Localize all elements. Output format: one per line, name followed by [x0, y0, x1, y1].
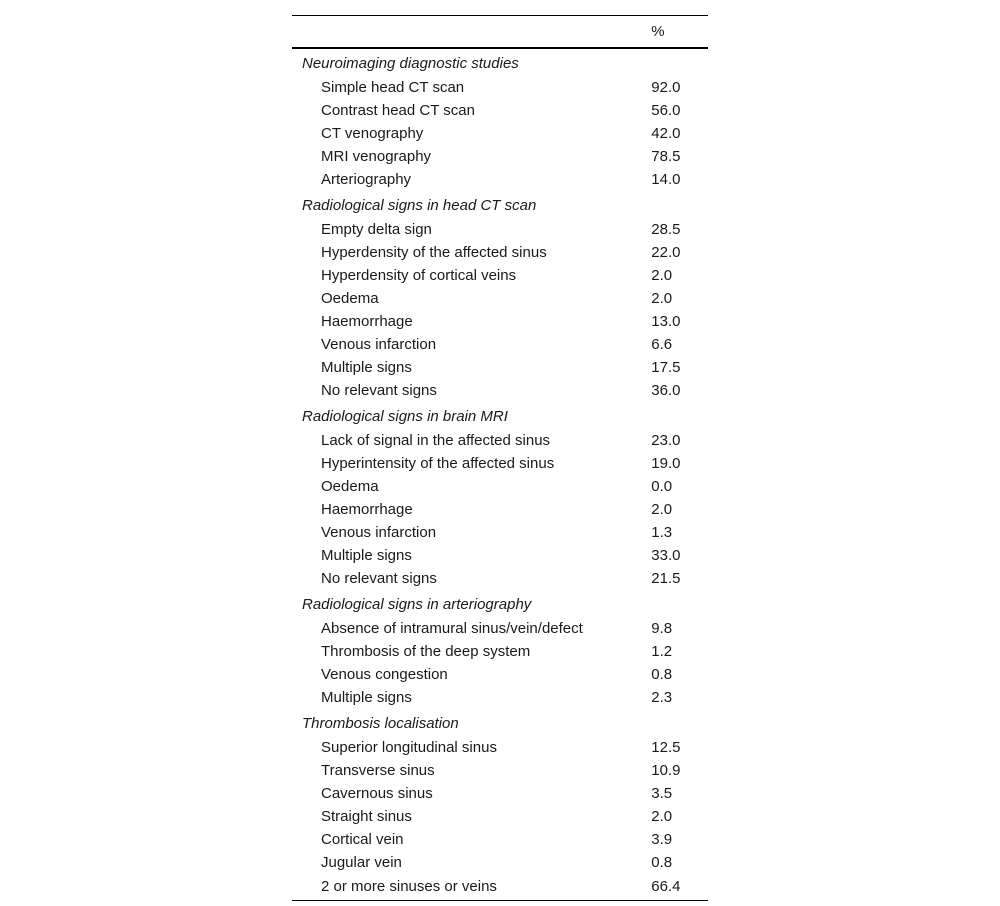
row-percent-value: 2.0	[651, 290, 673, 307]
row-label: Multiple signs	[321, 689, 412, 706]
section-empty-cell	[651, 590, 708, 617]
row-percent-value: 2.0	[651, 808, 673, 825]
row-percent-value: 36.0	[651, 382, 681, 399]
row-label: Cortical vein	[321, 831, 404, 848]
table-row	[292, 168, 708, 191]
results-table-container	[292, 15, 708, 901]
table-row	[292, 99, 708, 122]
row-label: Multiple signs	[321, 359, 412, 376]
row-label: No relevant signs	[321, 570, 437, 587]
section-header-row	[292, 48, 708, 76]
table-row	[292, 640, 708, 663]
header-row	[292, 16, 708, 49]
table-row	[292, 452, 708, 475]
row-percent-value: 1.2	[651, 643, 673, 660]
row-percent-value: 78.5	[651, 148, 681, 165]
row-percent-value: 42.0	[651, 125, 681, 142]
table-row	[292, 429, 708, 452]
row-label: Empty delta sign	[321, 221, 432, 238]
table-row	[292, 310, 708, 333]
results-table	[292, 15, 708, 901]
row-percent-value: 6.6	[651, 336, 673, 353]
table-row	[292, 805, 708, 828]
row-percent-value: 3.5	[651, 785, 673, 802]
row-percent-value: 92.0	[651, 79, 681, 96]
row-percent-value: 66.4	[651, 878, 681, 895]
row-percent-value: 14.0	[651, 171, 681, 188]
table-row	[292, 145, 708, 168]
table-row	[292, 333, 708, 356]
header-label-cell	[292, 16, 651, 49]
table-row	[292, 544, 708, 567]
row-percent-value: 28.5	[651, 221, 681, 238]
row-percent-value: 0.0	[651, 478, 673, 495]
row-percent-value: 9.8	[651, 620, 673, 637]
row-label: Transverse sinus	[321, 762, 435, 779]
row-label: Arteriography	[321, 171, 412, 188]
table-row	[292, 498, 708, 521]
table-row	[292, 218, 708, 241]
table-row	[292, 264, 708, 287]
table-row	[292, 379, 708, 402]
section-empty-cell	[651, 709, 708, 736]
section-header-row	[292, 709, 708, 736]
section-empty-cell	[651, 48, 708, 76]
row-percent-value: 13.0	[651, 313, 681, 330]
table-row	[292, 736, 708, 759]
section-title: Neuroimaging diagnostic studies	[302, 55, 519, 72]
table-row	[292, 686, 708, 709]
row-percent-value: 2.0	[651, 267, 673, 284]
row-percent-value: 23.0	[651, 432, 681, 449]
row-label: Oedema	[321, 478, 379, 495]
row-percent-value: 33.0	[651, 547, 681, 564]
table-row	[292, 475, 708, 498]
row-label: Venous infarction	[321, 524, 437, 541]
row-percent-value: 0.8	[651, 666, 673, 683]
row-label: Hyperdensity of cortical veins	[321, 267, 517, 284]
row-percent-value: 10.9	[651, 762, 681, 779]
table-row	[292, 567, 708, 590]
row-label: Venous congestion	[321, 666, 448, 683]
row-label: Thrombosis of the deep system	[321, 643, 531, 660]
row-label: Straight sinus	[321, 808, 412, 825]
table-row	[292, 874, 708, 901]
row-percent-value: 1.3	[651, 524, 673, 541]
row-label: Multiple signs	[321, 547, 412, 564]
header-percent-cell: %	[651, 23, 665, 40]
section-header-row	[292, 402, 708, 429]
table-row	[292, 828, 708, 851]
table-row	[292, 241, 708, 264]
row-label: No relevant signs	[321, 382, 437, 399]
row-label: Oedema	[321, 290, 379, 307]
table-row	[292, 759, 708, 782]
row-label: Venous infarction	[321, 336, 437, 353]
row-label: CT venography	[321, 125, 424, 142]
section-title: Radiological signs in head CT scan	[302, 197, 537, 214]
section-empty-cell	[651, 402, 708, 429]
section-header-row	[292, 590, 708, 617]
table-row	[292, 617, 708, 640]
row-label: Lack of signal in the affected sinus	[321, 432, 551, 449]
row-percent-value: 12.5	[651, 739, 681, 756]
row-label: MRI venography	[321, 148, 432, 165]
table-row	[292, 122, 708, 145]
table-row	[292, 287, 708, 310]
row-label: Hyperdensity of the affected sinus	[321, 244, 547, 261]
row-label: Absence of intramural sinus/vein/defect	[321, 620, 583, 637]
table-row	[292, 521, 708, 544]
row-percent-value: 2.0	[651, 501, 673, 518]
table-row	[292, 782, 708, 805]
row-percent-value: 2.3	[651, 689, 673, 706]
row-label: Cavernous sinus	[321, 785, 433, 802]
row-label: Contrast head CT scan	[321, 102, 475, 119]
row-percent-value: 21.5	[651, 570, 681, 587]
row-label: Hyperintensity of the affected sinus	[321, 455, 555, 472]
row-label: 2 or more sinuses or veins	[321, 878, 497, 895]
row-label: Superior longitudinal sinus	[321, 739, 497, 756]
table-row	[292, 663, 708, 686]
row-label: Haemorrhage	[321, 313, 413, 330]
table-row	[292, 851, 708, 874]
section-title: Thrombosis localisation	[302, 715, 459, 732]
row-percent-value: 56.0	[651, 102, 681, 119]
section-title: Radiological signs in brain MRI	[302, 408, 508, 425]
table-row	[292, 76, 708, 99]
row-percent-value: 17.5	[651, 359, 681, 376]
table-body	[292, 48, 708, 901]
row-label: Haemorrhage	[321, 501, 413, 518]
row-percent-value: 3.9	[651, 831, 673, 848]
table-header	[292, 16, 708, 49]
row-percent-value: 19.0	[651, 455, 681, 472]
section-header-row	[292, 191, 708, 218]
row-percent-value: 22.0	[651, 244, 681, 261]
section-title: Radiological signs in arteriography	[302, 596, 532, 613]
row-label: Simple head CT scan	[321, 79, 465, 96]
row-label: Jugular vein	[321, 854, 402, 871]
row-percent-value: 0.8	[651, 854, 673, 871]
table-row	[292, 356, 708, 379]
section-empty-cell	[651, 191, 708, 218]
